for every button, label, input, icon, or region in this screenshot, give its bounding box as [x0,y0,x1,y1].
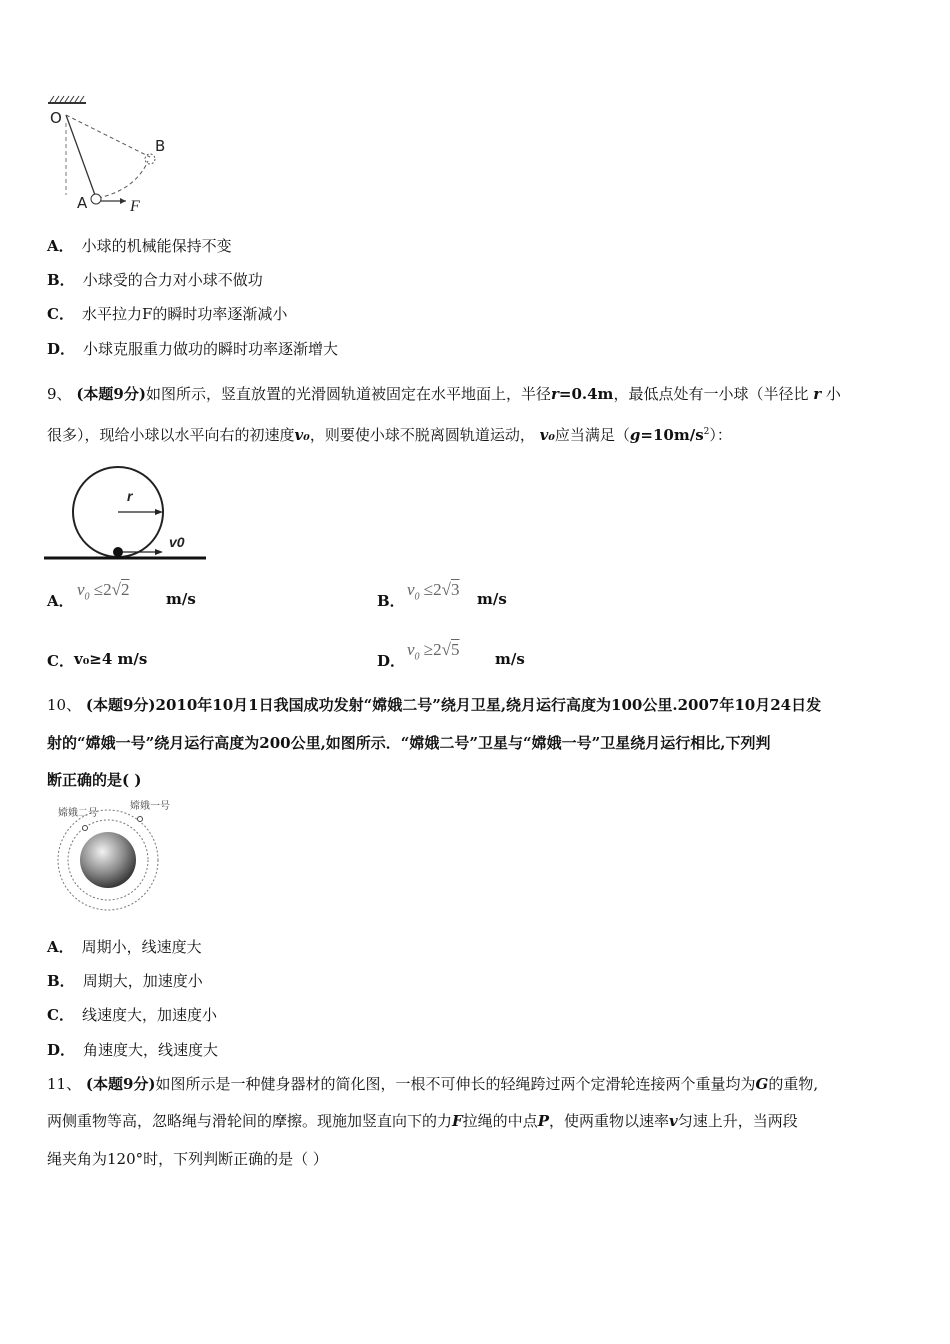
q9-line-1: 9、 (本题9分)如图所示，竖直放置的光滑圆轨道被固定在水平地面上，半径r=0.4m，最低点处有一小球（半径比 r 小 [47,385,841,403]
q9-option-b: B． $v_0 \le 2√3$ m/s [377,580,507,610]
label-change2: 嫦娥二号 [58,808,98,819]
q10-option-b: B． 周期大，加速度小 [47,972,203,990]
label-v0: v0 [169,534,185,550]
velocity-arrowhead [155,549,163,555]
q9-option-c: C． v₀≥4 m/s [47,650,148,670]
label-b: B [155,137,166,155]
q10-line-1: 10、 (本题9分)2010年10月1日我国成功发射“嫦娥二号”绕月卫星,绕月运行高度为100公里.2007年10月24日发 [47,696,822,714]
ball [113,547,123,557]
label-change1: 嫦娥一号 [130,801,170,812]
satellite-2 [83,826,88,831]
ball-a [91,194,101,204]
q11-line-2: 两侧重物等高，忽略绳与滑轮间的摩擦。现施加竖直向下的力F拉绳的中点P，使两重物以速率v匀速上升，当两段 [47,1112,798,1130]
formula-b: $v_0 \le 2√3$ [407,580,460,603]
q10-line-3: 断正确的是( ) [47,771,142,789]
circular-track-figure [42,465,212,565]
pendulum-figure [40,95,180,220]
q8-option-d: D． 小球克服重力做功的瞬时功率逐渐增大 [47,340,339,358]
q9-option-a: A． $v_0 \le 2√2$ m/s [47,580,196,610]
label-f: F [130,198,140,215]
formula-d: $v_0 \ge 2√5$ [407,640,460,663]
string-oa [66,115,95,195]
moon-orbit-figure [50,797,185,915]
q8-option-b: B． 小球受的合力对小球不做功 [47,271,263,289]
arc-ab [98,161,148,198]
q10-line-2: 射的“嫦娥一号”绕月运行高度为200公里,如图所示．“嫦娥二号”卫星与“嫦娥一号”卫星绕月运行相比,下列判 [47,734,771,752]
q11-line-1: 11、 (本题9分)如图所示是一种健身器材的简化图，一根不可伸长的轻绳跨过两个定滑轮连接两个重量均为G的重物, [47,1075,819,1093]
satellite-1 [138,817,143,822]
label-a: A [77,194,88,212]
ceiling-hatch [50,96,84,102]
q10-option-a: A． 周期小，线速度大 [47,938,202,956]
q9-line-2: 很多），现给小球以水平向右的初速度v₀，则要使小球不脱离圆轨道运动， v₀应当满足$(g=10m/s^2)$： [47,426,732,444]
label-r: r [127,488,133,504]
q11-line-3: 绳夹角为120°时，下列判断正确的是（ ） [47,1150,328,1168]
formula-a: $v_0 \le 2√2$ [77,580,130,603]
q10-option-c: C． 线速度大，加速度小 [47,1006,217,1024]
q8-option-c: C． 水平拉力F的瞬时功率逐渐减小 [47,305,288,323]
force-arrowhead [120,198,126,204]
label-o: O [50,109,62,127]
q10-option-d: D． 角速度大，线速度大 [47,1041,219,1059]
ball-b [145,154,155,164]
moon [80,832,136,888]
radius-arrowhead [155,509,163,515]
q9-option-d: D． $v_0 \ge 2√5$ m/s [377,640,525,670]
q8-option-a: A． 小球的机械能保持不变 [47,237,232,255]
